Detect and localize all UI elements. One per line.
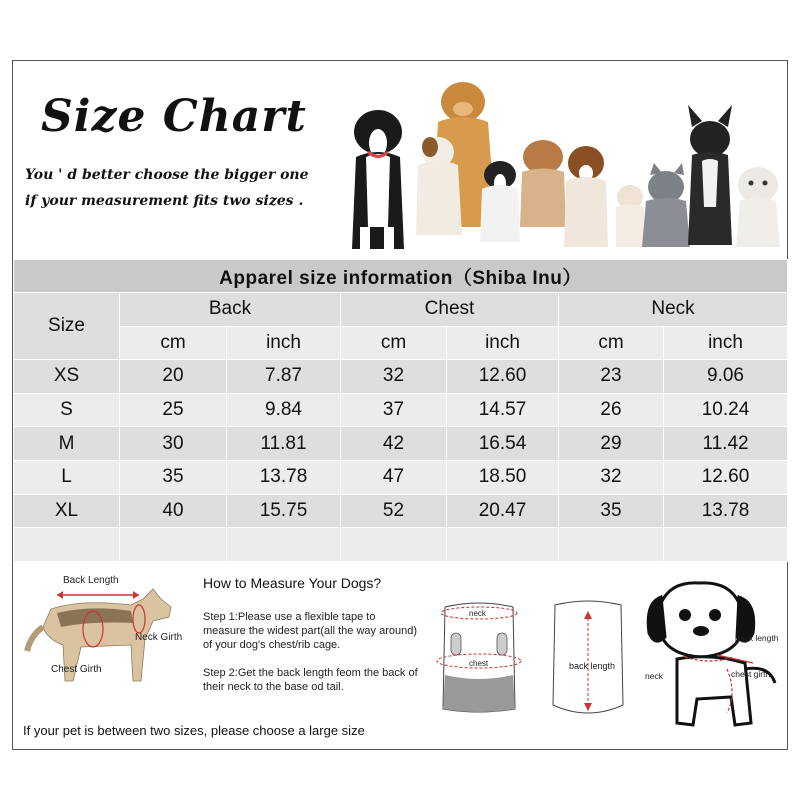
neck-inch-cell: 12.60 [664,460,788,494]
footer-note: If your pet is between two sizes, please choose a large size [23,723,365,738]
chest-inch-cell: 18.50 [447,460,559,494]
garment-back-length-label: back length [569,661,616,671]
size-table [13,259,788,562]
chest-inch-cell: 16.54 [447,427,559,461]
page-title: Size Chart [41,91,307,142]
chest-inch-cell: 14.57 [447,393,559,427]
back-cm-cell: 25 [120,393,227,427]
table-row [14,460,788,494]
french-bulldog-icon [688,105,732,245]
chest-cm-cell: 32 [341,360,447,394]
garment-back-diagram [543,597,633,723]
unit-header: inch [447,326,559,360]
chest-girth-label: Chest Girth [51,664,102,675]
table-row [14,427,788,461]
table-row [14,393,788,427]
step-1-text: Step 1:Please use a flexible tape to measure the widest part(all the way around) of your dog's chest/rib cage. [203,611,417,651]
back-group-header: Back [120,293,341,327]
size-cell: L [14,460,120,494]
cartoon-back-length-label: back length [735,633,779,643]
unit-header: cm [341,326,447,360]
dog-measure-diagram [21,569,196,689]
pekingese-icon [520,140,566,227]
back-cm-cell: 35 [120,460,227,494]
unit-header: inch [664,326,788,360]
subtitle-line-2: if your measurement fits two sizes . [25,193,304,209]
step-2-text: Step 2:Get the back length feom the back of their neck to the base od tail. [203,667,418,693]
neck-cm-cell: 29 [559,427,664,461]
border-collie-icon [352,110,404,249]
neck-girth-label: Neck Girth [135,632,183,643]
size-cell: S [14,393,120,427]
back-inch-cell: 11.81 [227,427,341,461]
grey-cat-icon [642,163,690,247]
back-inch-cell: 7.87 [227,360,341,394]
measure-title: How to Measure Your Dogs? [203,575,382,591]
chest-cm-cell: 52 [341,494,447,528]
table-row [14,360,788,394]
size-cell: XL [14,494,120,528]
back-inch-cell: 9.84 [227,393,341,427]
unit-header: inch [227,326,341,360]
cartoon-neck-label: neck [645,671,663,681]
size-chart-frame [12,60,788,750]
garment-neck-label: neck [469,609,486,618]
chest-inch-cell: 12.60 [447,360,559,394]
back-inch-cell: 13.78 [227,460,341,494]
table-caption: Apparel size information（Shiba Inu） [14,260,788,293]
chest-group-header: Chest [341,293,559,327]
header [13,61,787,256]
chest-inch-cell: 20.47 [447,494,559,528]
size-column-header: Size [14,293,120,360]
neck-cm-cell: 32 [559,460,664,494]
garment-chest-label: chest [469,659,489,668]
neck-cm-cell: 35 [559,494,664,528]
cartoon-dog-icon [648,583,775,725]
cartoon-chest-girth-label: chest girth [731,669,771,679]
neck-inch-cell: 10.24 [664,393,788,427]
back-inch-cell: 15.75 [227,494,341,528]
chest-cm-cell: 47 [341,460,447,494]
chest-cm-cell: 37 [341,393,447,427]
subtitle-line-1: You ' d better choose the bigger one [25,167,309,183]
beagle-puppy-icon [564,146,608,247]
back-cm-cell: 30 [120,427,227,461]
size-cell: XS [14,360,120,394]
chest-cm-cell: 42 [341,427,447,461]
neck-group-header: Neck [559,293,788,327]
back-length-label: Back Length [63,575,119,586]
table-row [14,494,788,528]
small-dog-icon [480,161,520,242]
unit-header: cm [120,326,227,360]
size-cell: M [14,427,120,461]
table-row-empty [14,528,788,562]
cartoon-dog-diagram [641,573,785,743]
neck-inch-cell: 13.78 [664,494,788,528]
unit-header: cm [559,326,664,360]
back-cm-cell: 40 [120,494,227,528]
pets-group-illustration [338,77,783,253]
neck-inch-cell: 9.06 [664,360,788,394]
measure-section [13,561,787,749]
neck-cm-cell: 26 [559,393,664,427]
neck-inch-cell: 11.42 [664,427,788,461]
back-cm-cell: 20 [120,360,227,394]
white-cat-icon [736,167,780,247]
chihuahua-icon [616,185,644,247]
neck-cm-cell: 23 [559,360,664,394]
